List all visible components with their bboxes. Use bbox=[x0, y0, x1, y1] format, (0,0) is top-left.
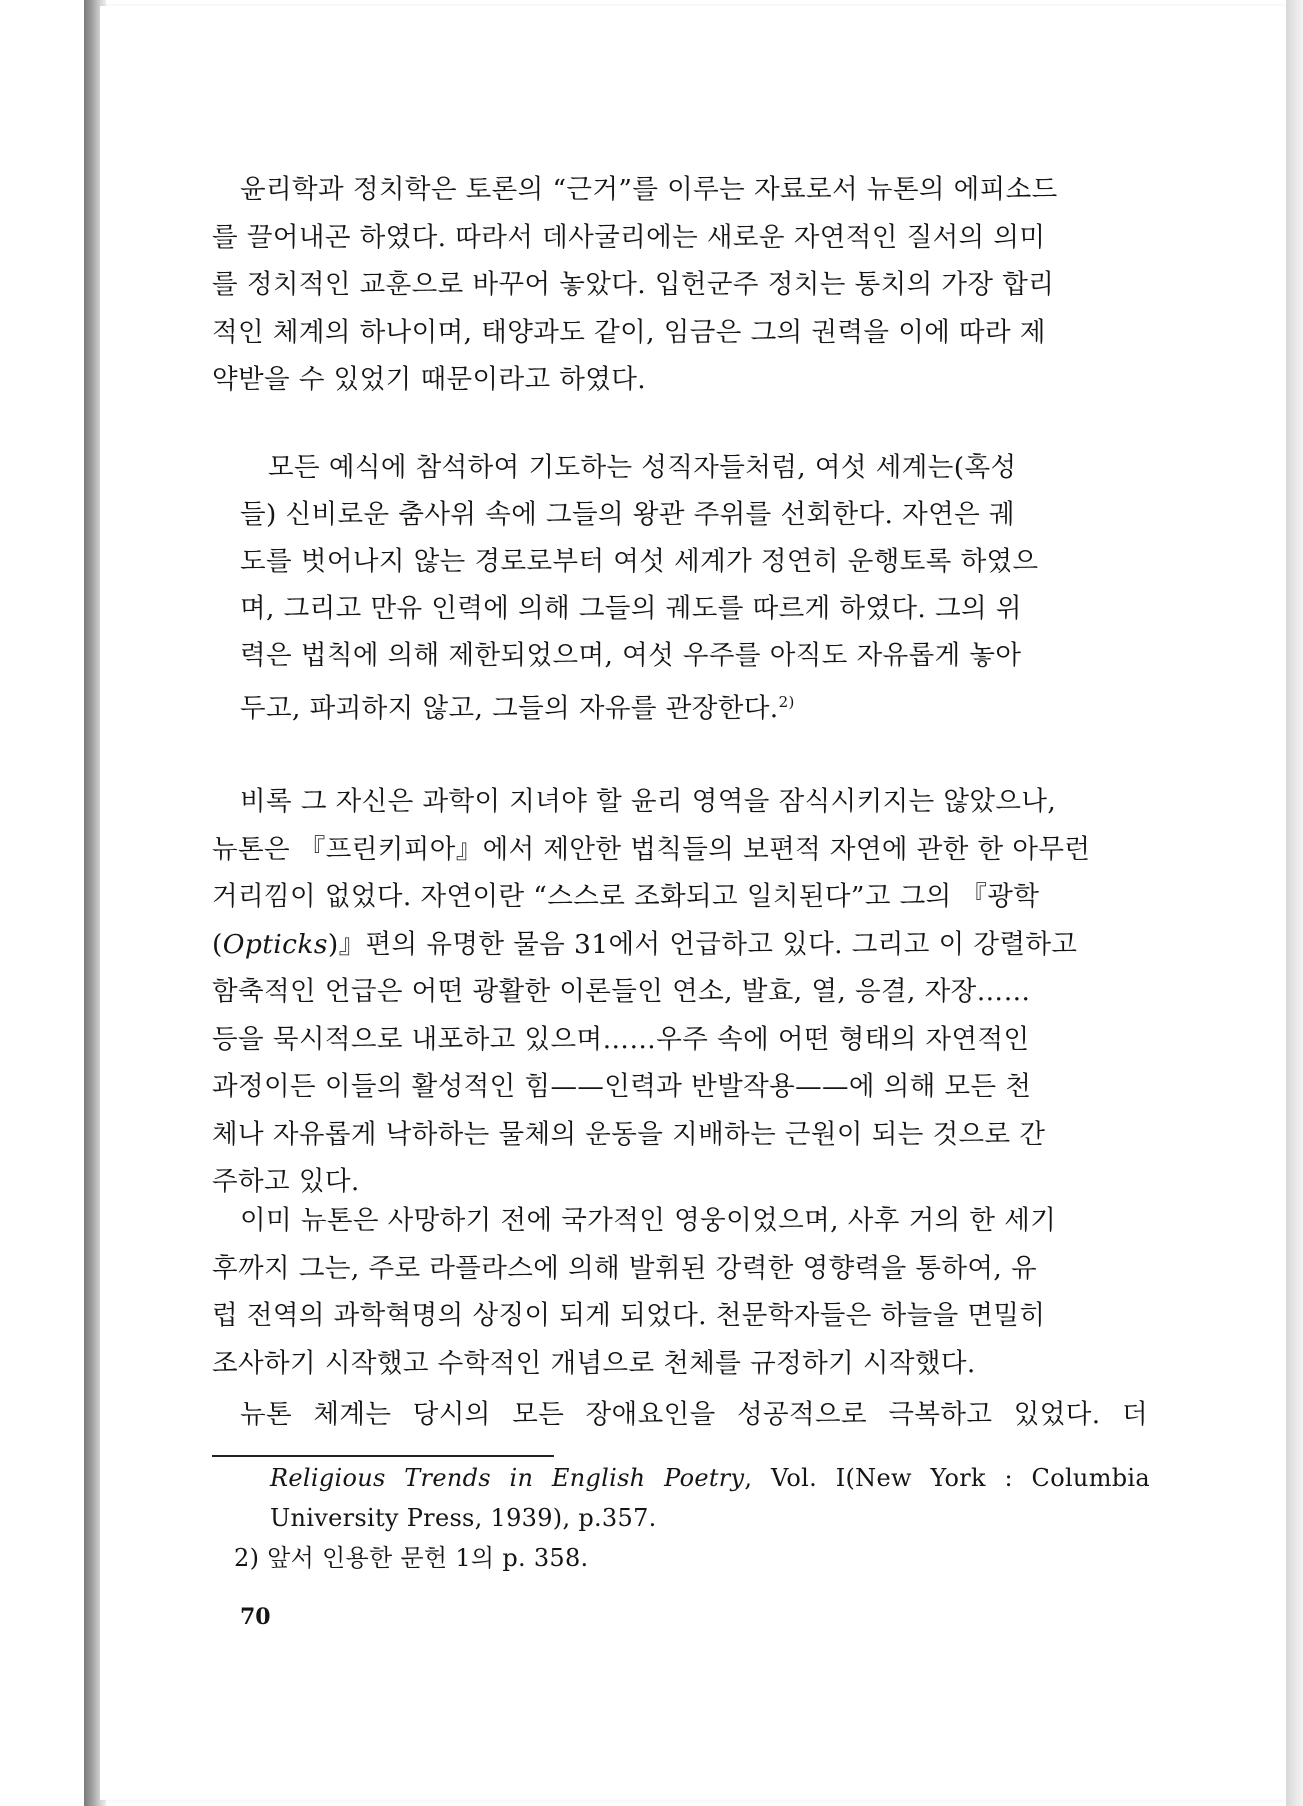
paragraph-1 bbox=[212, 166, 1148, 404]
paragraph-4 bbox=[212, 1391, 1148, 1439]
footnote-1-line-1 bbox=[270, 1458, 1150, 1498]
page-number: 70 bbox=[240, 1604, 271, 1630]
text-line: 이미 뉴톤은 사망하기 전에 국가적인 영웅이었으며, 사후 거의 한 세기 bbox=[240, 1205, 1057, 1236]
text-line: 럽 전역의 과학혁명의 상징이 되게 되었다. 천문학자들은 하늘을 면밀히 bbox=[212, 1300, 1046, 1331]
text-line: 뉴톤 체계는 당시의 모든 장애요인을 성공적으로 극복하고 있었다. 더 bbox=[240, 1399, 1148, 1430]
quote-last-line bbox=[240, 679, 1120, 732]
text-line: 과정이든 이들의 활성적인 힘——인력과 반발작용——에 의해 모든 천 bbox=[212, 1071, 1032, 1102]
paragraph-2 bbox=[212, 778, 1148, 1206]
text-line: 비록 그 자신은 과학이 지녀야 할 윤리 영역을 잠식시키지는 않았으나, bbox=[240, 786, 1057, 817]
footnote-2: 2) 앞서 인용한 문헌 1의 p. 358. bbox=[234, 1544, 589, 1572]
text-line: 체나 자유롭게 낙하하는 물체의 운동을 지배하는 근원이 되는 것으로 간 bbox=[212, 1118, 1046, 1150]
text-line: 등을 묵시적으로 내포하고 있으며……우주 속에 어떤 형태의 자연적인 bbox=[212, 1023, 1030, 1055]
footnote-divider bbox=[212, 1455, 554, 1457]
text-line: 를 정치적인 교훈으로 바꾸어 놓았다. 입헌군주 정치는 통치의 가장 합리 bbox=[212, 269, 1055, 300]
quote-line: 력은 법칙에 의해 제한되었으며, 여섯 우주를 아직도 자유롭게 놓아 bbox=[240, 640, 1022, 671]
page-edge-shadow bbox=[1286, 0, 1303, 1806]
text-line: 윤리학과 정치학은 토론의 “근거”를 이루는 자료로서 뉴톤의 에피소드 bbox=[240, 174, 1058, 205]
text-line: 를 끌어내곤 하였다. 따라서 데사굴리에는 새로운 자연적인 질서의 의미 bbox=[212, 221, 1046, 253]
text-line: 적인 체계의 하나이며, 태양과도 같이, 임금은 그의 권력을 이에 따라 제 bbox=[212, 316, 1046, 348]
quote-text: 두고, 파괴하지 않고, 그들의 자유를 관장한다. bbox=[240, 693, 779, 724]
text-line: 뉴톤은 『프린키피아』에서 제안한 법칙들의 보편적 자연에 관한 한 아무런 bbox=[212, 833, 1091, 865]
text-line: 거리낌이 없었다. 자연이란 “스스로 조화되고 일치된다”고 그의 『광학 bbox=[212, 881, 1040, 912]
book-title-italic: Opticks bbox=[222, 928, 328, 960]
block-quote bbox=[240, 444, 1120, 732]
quote-line: 며, 그리고 만유 인력에 의해 그들의 궤도를 따르게 하였다. 그의 위 bbox=[240, 593, 1022, 624]
footnote-1-details: , Vol. I(New York : Columbia bbox=[744, 1464, 1150, 1492]
footnote-1-title: Religious Trends in English Poetry bbox=[270, 1464, 745, 1492]
text-line: 주하고 있다. bbox=[212, 1166, 360, 1197]
text-line: 후까지 그는, 주로 라플라스에 의해 발휘된 강력한 영향력을 통하여, 유 bbox=[212, 1252, 1038, 1284]
text-line: 함축적인 언급은 어떤 광활한 이론들인 연소, 발효, 열, 응결, 자장…… bbox=[212, 976, 1031, 1007]
quote-line: 들) 신비로운 춤사위 속에 그들의 왕관 주위를 선회한다. 자연은 궤 bbox=[240, 499, 1015, 530]
text-line: 약받을 수 있었기 때문이라고 하였다. bbox=[212, 364, 647, 395]
footnote-reference: 2) bbox=[778, 693, 795, 711]
paragraph-3 bbox=[212, 1197, 1148, 1387]
footnote-1-line-2: University Press, 1939), p.357. bbox=[270, 1504, 657, 1532]
quote-line: 모든 예식에 참석하여 기도하는 성직자들처럼, 여섯 세계는(혹성 bbox=[268, 452, 1017, 483]
text-line: (Opticks)』편의 유명한 물음 31에서 언급하고 있다. 그리고 이 강렬하고 bbox=[212, 928, 1078, 960]
quote-line: 도를 벗어나지 않는 경로로부터 여섯 세계가 정연히 운행토록 하였으 bbox=[240, 546, 1039, 577]
text-line: 조사하기 시작했고 수학적인 개념으로 천체를 규정하기 시작했다. bbox=[212, 1347, 976, 1379]
